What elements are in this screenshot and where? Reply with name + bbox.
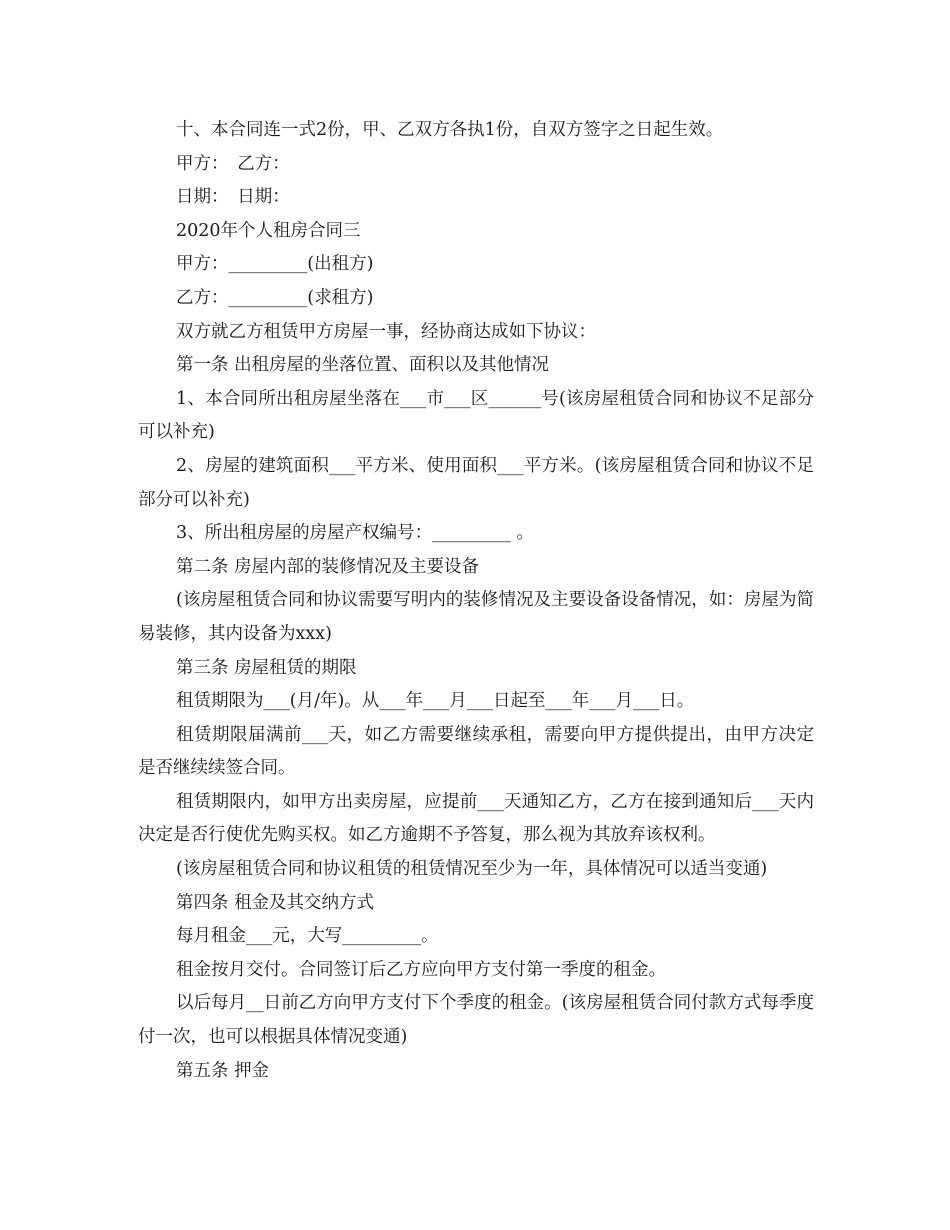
signature-dates-line: 日期： 日期： [176,187,290,208]
article-1-heading: 第一条 出租房屋的坐落位置、面积以及其他情况 [176,355,550,376]
article-3-heading: 第三条 房屋租赁的期限 [176,657,357,678]
article-1-item-3: 3、所出租房屋的房屋产权编号：_________ 。 [176,523,534,544]
article-3-note: (该房屋租赁合同和协议租赁的租赁情况至少为一年，具体情况可以适当变通) [176,859,768,880]
document-body [138,114,814,1088]
article-2-note: (该房屋租赁合同和协议需要写明内的装修情况及主要设备设备情况，如：房屋为简易装修，其内设备为xxx) [138,590,814,644]
agreement-intro: 双方就乙方租赁甲方房屋一事，经协商达成如下协议： [176,321,596,342]
lease-renewal-paragraph: 租赁期限届满前___天，如乙方需要继续承租，需要向甲方提供提出，由甲方决定是否继续续签合同。 [138,724,814,779]
monthly-rent-line: 每月租金___元，大写_________。 [176,926,439,947]
article-4-heading: 第四条 租金及其交纳方式 [176,892,375,913]
article-1-item-2: 2、房屋的建筑面积___平方米、使用面积___平方米。(该房屋租赁合同和协议不足部分可以补充) [138,455,814,510]
rent-payment-line: 租金按月交付。合同签订后乙方应向甲方支付第一季度的租金。 [176,959,666,980]
clause-10-effectiveness: 十、本合同连一式2份，甲、乙双方各执1份，自双方签字之日起生效。 [176,120,724,140]
contract-title: 2020年个人租房合同三 [176,220,361,241]
lease-term-line: 租赁期限为___(月/年)。从___年___月___日起至___年___月___日。 [176,691,695,712]
signature-parties-line: 甲方： 乙方： [176,153,290,174]
party-b-line: 乙方：_________(求租方) [176,287,374,308]
party-a-line: 甲方：_________(出租方) [176,254,374,275]
article-1-item-1: 1、本合同所出租房屋坐落在___市___区______号(该房屋租赁合同和协议不足部分可以补充) [138,388,814,443]
preemption-right-paragraph: 租赁期限内，如甲方出卖房屋，应提前___天通知乙方，乙方在接到通知后___天内决定是否行使优先购买权。如乙方逾期不予答复，那么视为其放弃该权利。 [138,791,814,846]
article-5-heading: 第五条 押金 [176,1060,270,1081]
article-2-heading: 第二条 房屋内部的装修情况及主要设备 [176,556,480,577]
rent-schedule-paragraph: 以后每月__日前乙方向甲方支付下个季度的租金。(该房屋租赁合同付款方式每季度付一次，也可以根据具体情况变通) [138,993,814,1048]
